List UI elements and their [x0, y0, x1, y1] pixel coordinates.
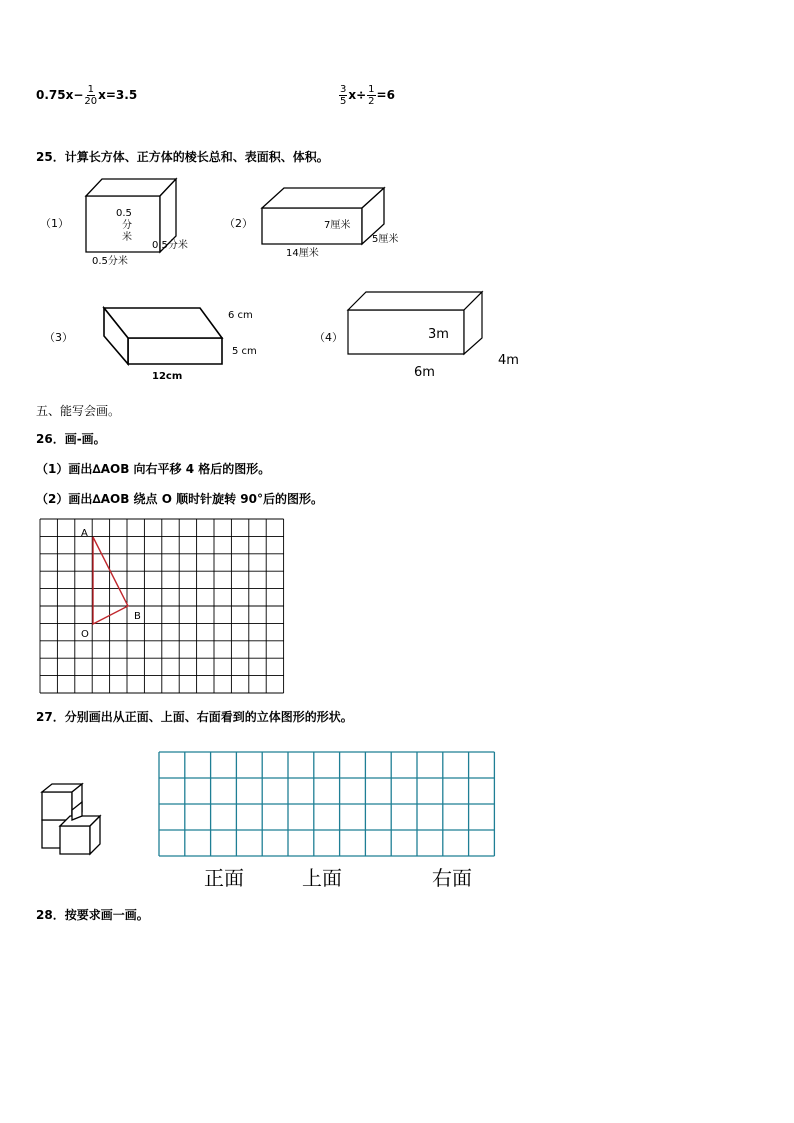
cuboid-label: 4m [498, 353, 519, 368]
cuboid-label: 6m [414, 365, 435, 380]
cuboid-label: 5 cm [232, 346, 257, 357]
question-26-title: 26．画-画。 [36, 432, 106, 446]
cube-label: 分 [122, 220, 132, 231]
face-label-front: 正面 [204, 866, 244, 890]
cube-label: 0.5分米 [152, 240, 188, 251]
cuboid-figure [344, 288, 534, 382]
grid-27 [158, 751, 496, 861]
cuboid-label: 6 cm [228, 310, 253, 321]
cuboid-figure [258, 180, 418, 260]
cuboid-figure [96, 300, 276, 382]
cube-label: 0.5分米 [92, 256, 128, 267]
item-2-number: （2） [224, 217, 253, 230]
fraction: $\frac{1}{2}$ [368, 84, 375, 107]
cuboid-label: 3m [428, 327, 449, 342]
point-a-label: A [81, 528, 88, 539]
fraction: $\frac{3}{5}$ [340, 84, 347, 107]
cube-figure [80, 176, 200, 271]
cube-label: 0.5 [116, 208, 132, 219]
cuboid-label: 12cm [152, 371, 183, 382]
section-heading: 五、能写会画。 [36, 404, 121, 418]
face-label-right: 右面 [432, 866, 472, 890]
point-b-label: B [134, 611, 141, 622]
question-26-line-2: （2）画出∆AOB 绕点 O 顺时针旋转 90°后的图形。 [36, 492, 323, 506]
question-26-line-1: （1）画出∆AOB 向右平移 4 格后的图形。 [36, 462, 271, 476]
cube-label: 米 [122, 232, 132, 243]
cuboid-label: 7厘米 [324, 220, 351, 231]
cuboid-label: 14厘米 [286, 248, 319, 259]
fraction: $\frac{1}{20}$ [84, 84, 98, 107]
item-4-number: （4） [314, 331, 343, 344]
grid-26 [39, 518, 289, 696]
question-27-title: 27．分别画出从正面、上面、右面看到的立体图形的形状。 [36, 710, 353, 724]
question-28-title: 28．按要求画一画。 [36, 908, 149, 922]
equation-2: $\frac{3}{5}$ x÷ $\frac{1}{2}$ =6 [340, 84, 395, 107]
cuboid-label: 5厘米 [372, 234, 399, 245]
triangle-aob [93, 537, 128, 624]
item-3-number: （3） [44, 331, 73, 344]
point-o-label: O [81, 629, 89, 640]
face-label-top: 上面 [302, 866, 342, 890]
cubes-figure [38, 780, 114, 860]
question-25-title: 25．计算长方体、正方体的棱长总和、表面积、体积。 [36, 150, 329, 164]
equation-1: 0.75x− $\frac{1}{20}$ x=3.5 [36, 84, 138, 107]
item-1-number: （1） [40, 217, 69, 230]
